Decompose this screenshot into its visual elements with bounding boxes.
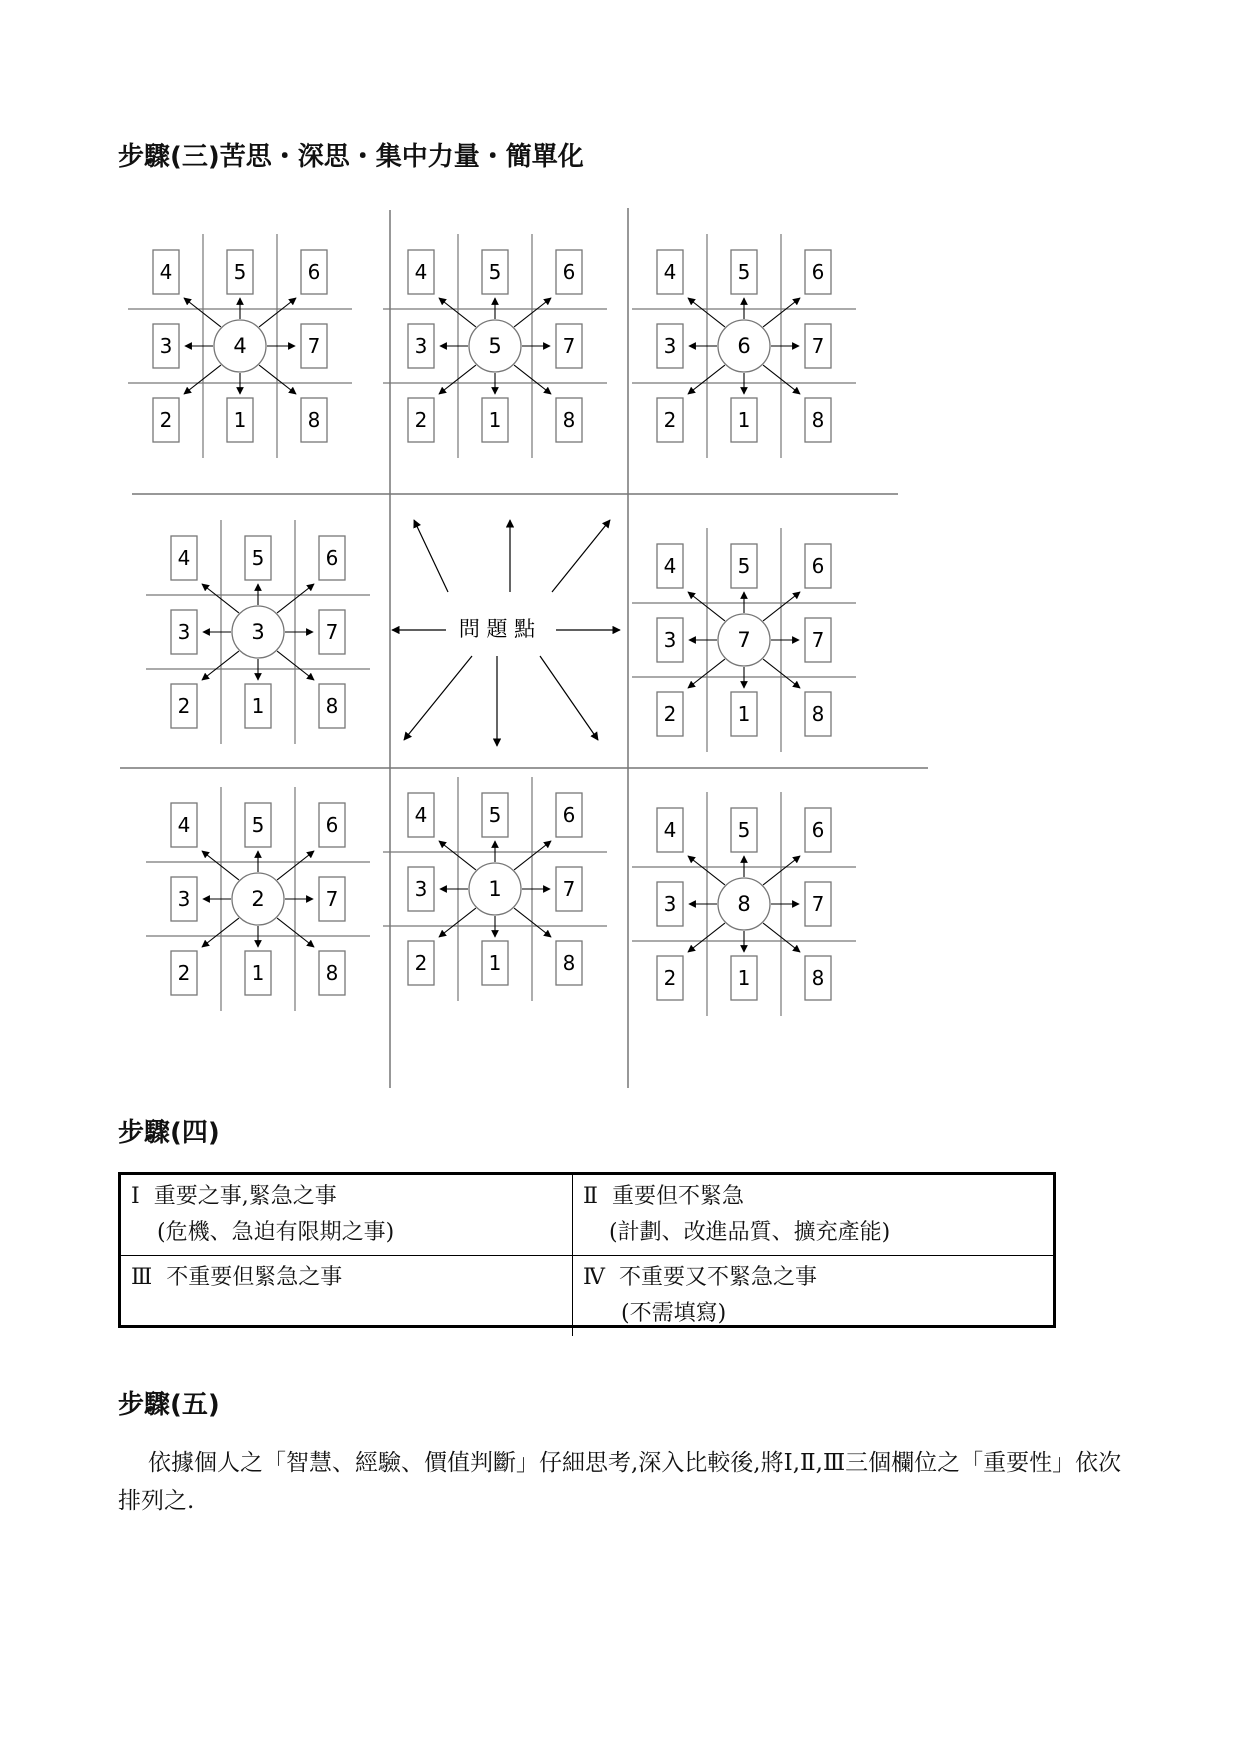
outer-box-number: 2 <box>414 408 428 432</box>
outer-box-number: 5 <box>488 260 502 284</box>
quadrant-1-note: (危機、急迫有限期之事) <box>157 1220 395 1245</box>
step3-heading: 步驟(三)苦思・深思・集中力量・簡單化 <box>118 142 584 172</box>
center-number: 2 <box>251 887 265 911</box>
outer-box-number: 4 <box>663 260 677 284</box>
outer-box-number: 7 <box>811 628 825 652</box>
outer-box-number: 7 <box>325 887 339 911</box>
outer-box-number: 5 <box>737 818 751 842</box>
quadrant-1 <box>121 1175 573 1256</box>
sub-chart-3 <box>146 520 370 744</box>
outer-box-number: 2 <box>663 408 677 432</box>
outer-box-number: 8 <box>562 951 576 975</box>
outer-box-number: 4 <box>663 818 677 842</box>
outer-box-number: 4 <box>414 260 428 284</box>
outer-box-number: 6 <box>811 260 825 284</box>
outer-box-number: 1 <box>737 702 751 726</box>
outer-box-number: 2 <box>414 951 428 975</box>
center-number: 5 <box>488 334 502 358</box>
outer-box-number: 8 <box>811 408 825 432</box>
outer-box-number: 5 <box>737 554 751 578</box>
quadrant-3-numeral: Ⅲ <box>131 1265 153 1290</box>
outer-box-number: 1 <box>737 966 751 990</box>
outer-box-number: 1 <box>737 408 751 432</box>
center-number: 1 <box>488 877 502 901</box>
center-number: 8 <box>737 892 751 916</box>
arrow-down-left <box>404 656 472 740</box>
outer-box-number: 5 <box>251 546 265 570</box>
outer-box-number: 4 <box>177 546 191 570</box>
outer-box-number: 5 <box>251 813 265 837</box>
quadrant-4-title: 不重要又不緊急之事 <box>618 1265 817 1290</box>
arrow-down-right <box>540 656 598 740</box>
outer-box-number: 8 <box>811 966 825 990</box>
outer-box-number: 3 <box>414 334 428 358</box>
center-number: 7 <box>737 628 751 652</box>
outer-box-number: 7 <box>562 334 576 358</box>
sub-chart-4 <box>128 234 352 458</box>
outer-box-number: 8 <box>325 961 339 985</box>
outer-box-number: 8 <box>562 408 576 432</box>
outer-box-number: 7 <box>811 892 825 916</box>
quadrant-2-title: 重要但不緊急 <box>611 1184 744 1209</box>
outer-box-number: 3 <box>177 620 191 644</box>
priority-matrix <box>118 1172 1056 1328</box>
sub-chart-2 <box>146 787 370 1011</box>
outer-box-number: 8 <box>307 408 321 432</box>
quadrant-2-note: (計劃、改進品質、擴充產能) <box>609 1220 891 1245</box>
outer-box-number: 5 <box>233 260 247 284</box>
outer-box-number: 3 <box>663 334 677 358</box>
step5-paragraph: 依據個人之「智慧、經驗、價值判斷」仔細思考,深入比較後,將Ⅰ,Ⅱ,Ⅲ三個欄位之「重要性」依次排列之. <box>118 1450 1122 1514</box>
outer-box-number: 6 <box>307 260 321 284</box>
sub-chart-5 <box>383 234 607 458</box>
quadrant-4 <box>573 1256 1053 1336</box>
arrow-up-left <box>414 520 448 592</box>
outer-box-number: 4 <box>414 803 428 827</box>
outer-box-number: 8 <box>811 702 825 726</box>
problem-point-label: 問 題 點 <box>458 617 536 641</box>
outer-box-number: 7 <box>307 334 321 358</box>
outer-box-number: 2 <box>177 694 191 718</box>
outer-box-number: 3 <box>663 628 677 652</box>
quadrant-3-title: 不重要但緊急之事 <box>166 1265 343 1290</box>
outer-box-number: 1 <box>488 951 502 975</box>
outer-box-number: 1 <box>233 408 247 432</box>
sub-chart-7 <box>632 528 856 752</box>
outer-box-number: 1 <box>251 694 265 718</box>
outer-box-number: 3 <box>177 887 191 911</box>
outer-box-number: 2 <box>159 408 173 432</box>
outer-box-number: 5 <box>737 260 751 284</box>
arrow-up-right <box>552 520 610 592</box>
quadrant-4-note: (不需填寫) <box>621 1301 727 1326</box>
outer-box-number: 6 <box>811 554 825 578</box>
outer-box-number: 5 <box>488 803 502 827</box>
center-number: 6 <box>737 334 751 358</box>
step5-heading: 步驟(五) <box>118 1390 220 1420</box>
center-number: 4 <box>233 334 247 358</box>
outer-box-number: 3 <box>159 334 173 358</box>
quadrant-2-numeral: Ⅱ <box>583 1184 598 1209</box>
outer-box-number: 7 <box>811 334 825 358</box>
outer-box-number: 1 <box>488 408 502 432</box>
outer-box-number: 7 <box>325 620 339 644</box>
center-number: 3 <box>251 620 265 644</box>
outer-box-number: 6 <box>325 813 339 837</box>
problem-center-chart <box>392 520 620 746</box>
outer-box-number: 3 <box>663 892 677 916</box>
outer-box-number: 6 <box>811 818 825 842</box>
sub-chart-8 <box>632 792 856 1016</box>
outer-box-number: 8 <box>325 694 339 718</box>
step4-heading: 步驟(四) <box>118 1118 220 1148</box>
outer-box-number: 2 <box>663 966 677 990</box>
quadrant-1-title: 重要之事,緊急之事 <box>153 1184 337 1209</box>
quadrant-3 <box>121 1256 573 1336</box>
outer-box-number: 1 <box>251 961 265 985</box>
outer-box-number: 7 <box>562 877 576 901</box>
outer-box-number: 6 <box>562 260 576 284</box>
outer-box-number: 4 <box>177 813 191 837</box>
outer-box-number: 2 <box>177 961 191 985</box>
outer-box-number: 4 <box>159 260 173 284</box>
sub-chart-1 <box>383 777 607 1001</box>
outer-box-number: 4 <box>663 554 677 578</box>
quadrant-2 <box>573 1175 1053 1256</box>
quadrant-1-numeral: Ⅰ <box>131 1184 140 1209</box>
outer-box-number: 2 <box>663 702 677 726</box>
outer-box-number: 3 <box>414 877 428 901</box>
quadrant-4-numeral: Ⅳ <box>583 1265 605 1290</box>
outer-box-number: 6 <box>562 803 576 827</box>
outer-box-number: 6 <box>325 546 339 570</box>
sub-chart-6 <box>632 234 856 458</box>
